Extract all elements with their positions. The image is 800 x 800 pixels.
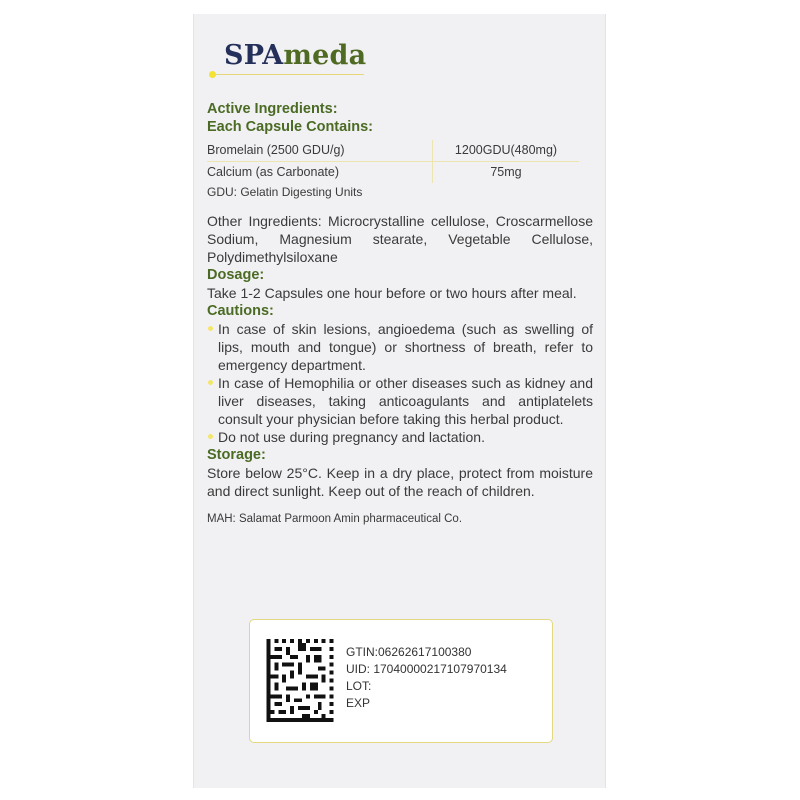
- dosage-heading: Dosage:: [207, 267, 265, 283]
- code-text-block: [346, 644, 507, 712]
- gtin-line: GTIN:06262617100380: [346, 645, 472, 659]
- package-panel: [193, 14, 606, 788]
- ingredient-name: Bromelain (2500 GDU/g): [207, 140, 433, 162]
- logo-underline: [212, 74, 364, 75]
- ingredients-table: [207, 140, 579, 183]
- storage-heading: Storage:: [207, 447, 266, 463]
- brand-logo-part1: SPA: [224, 40, 284, 71]
- caution-item: Do not use during pregnancy and lactation.: [207, 428, 593, 446]
- datamatrix-code-icon: [266, 639, 334, 722]
- mah-line: MAH: Salamat Parmoon Amin pharmaceutical Co.: [207, 513, 463, 525]
- brand-logo-part2: meda: [283, 40, 367, 71]
- label-content: [207, 100, 593, 528]
- table-row: [207, 162, 579, 184]
- table-row: [207, 140, 579, 162]
- ingredient-name: Calcium (as Carbonate): [207, 162, 433, 184]
- gdu-note: GDU: Gelatin Digesting Units: [207, 185, 363, 199]
- cautions-heading: Cautions:: [207, 303, 274, 319]
- uid-line: UID: 17040000217107970134: [346, 662, 507, 676]
- serialization-box: [249, 619, 553, 743]
- other-ingredients: Other Ingredients: Microcrystalline cellulose, Croscarmellose Sodium, Magnesium stearate, Vegetable Cellulose, Polydimethylsiloxane: [207, 213, 593, 265]
- ingredient-amount: 75mg: [490, 165, 522, 179]
- caution-item: In case of skin lesions, angioedema (such as swelling of lips, mouth and tongue) or shortness of breath, refer to emergency department.: [207, 320, 593, 374]
- brand-logo: [224, 40, 366, 71]
- lot-line: LOT:: [346, 679, 372, 693]
- dosage-text: Take 1-2 Capsules one hour before or two hours after meal.: [207, 285, 577, 301]
- capsule-contains-heading: Each Capsule Contains:: [207, 119, 373, 135]
- active-ingredients-heading: Active Ingredients:: [207, 101, 338, 117]
- caution-item: In case of Hemophilia or other diseases such as kidney and liver diseases, taking anticoagulants and antiplatelets consult your physician before taking this herbal product.: [207, 374, 593, 428]
- ingredient-amount: 1200GDU(480mg): [433, 140, 580, 162]
- storage-text: Store below 25°C. Keep in a dry place, protect from moisture and direct sunlight. Keep out of the reach of children.: [207, 465, 593, 499]
- exp-line: EXP: [346, 696, 371, 710]
- logo-dot-icon: [209, 71, 216, 78]
